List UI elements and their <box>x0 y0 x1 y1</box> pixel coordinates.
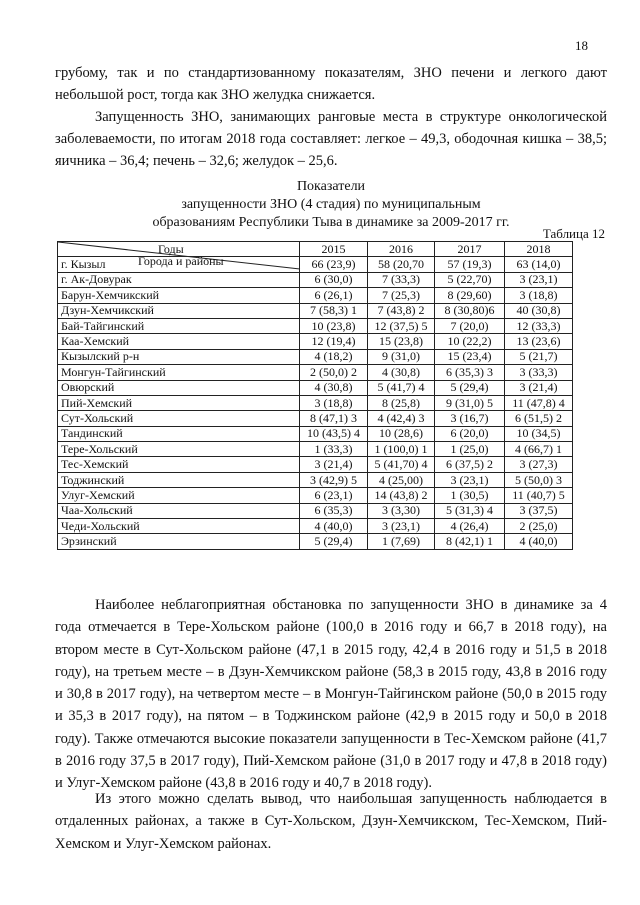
row-value-cell: 6 (37,5) 2 <box>435 457 505 472</box>
header-year-col: 2016 <box>368 242 435 257</box>
row-value-cell: 3 (21,4) <box>300 457 368 472</box>
row-value-cell: 5 (29,4) <box>435 380 505 395</box>
row-value-cell: 6 (35,3) <box>300 503 368 518</box>
row-region-name: г. Ак-Довурак <box>58 272 300 287</box>
row-value-cell: 40 (30,8) <box>505 303 573 318</box>
row-region-name: Бай-Тайгинский <box>58 318 300 333</box>
row-value-cell: 3 (3,30) <box>368 503 435 518</box>
table-row <box>58 349 573 364</box>
table-row <box>58 334 573 349</box>
table-body <box>58 254 573 549</box>
row-value-cell: 10 (23,8) <box>300 318 368 333</box>
row-value-cell: 3 (33,3) <box>505 365 573 380</box>
table-row <box>58 457 573 472</box>
row-region-name: Эрзинский <box>58 534 300 549</box>
row-value-cell: 3 (16,7) <box>435 411 505 426</box>
row-value-cell: 8 (25,8) <box>368 395 435 410</box>
row-region-name: Тандинский <box>58 426 300 441</box>
header-year-col: 2015 <box>300 242 368 257</box>
row-value-cell: 10 (28,6) <box>368 426 435 441</box>
row-value-cell: 3 (18,8) <box>505 288 573 303</box>
table-row <box>58 442 573 457</box>
paragraph-neglect-ranking: Запущенность ЗНО, занимающих ранговые места в структуре онкологической заболеваемости, по итогам 2018 года составляет: легкое – 49,3, ободочная кишка – 38,5; яичника – 36,4; печень – 32,6; желудок – 25,6. <box>55 109 607 169</box>
row-value-cell: 10 (34,5) <box>505 426 573 441</box>
row-region-name: Кызылский р-н <box>58 349 300 364</box>
row-region-name: Тес-Хемский <box>58 457 300 472</box>
header-cities: Города и районы <box>138 254 224 268</box>
row-value-cell: 15 (23,4) <box>435 349 505 364</box>
row-value-cell: 3 (42,9) 5 <box>300 472 368 487</box>
row-value-cell: 3 (18,8) <box>300 395 368 410</box>
table-row <box>58 503 573 518</box>
row-value-cell: 7 (25,3) <box>368 288 435 303</box>
row-region-name: Барун-Хемчикский <box>58 288 300 303</box>
row-value-cell: 4 (30,8) <box>368 365 435 380</box>
caption-line-1: Показатели <box>296 179 366 194</box>
row-region-name: Сут-Хольский <box>58 411 300 426</box>
row-value-cell: 10 (43,5) 4 <box>300 426 368 441</box>
row-value-cell: 2 (25,0) <box>505 519 573 534</box>
table-row <box>58 411 573 426</box>
row-value-cell: 6 (23,1) <box>300 488 368 503</box>
table-row <box>58 318 573 333</box>
row-value-cell: 7 (33,3) <box>368 272 435 287</box>
row-value-cell: 4 (18,2) <box>300 349 368 364</box>
paragraph-intro: грубому, так и по стандартизованному показателям, ЗНО печени и легкого дают небольшой рост, тогда как ЗНО желудка снижается. <box>55 65 607 103</box>
row-value-cell: 1 (7,69) <box>368 534 435 549</box>
row-value-cell: 12 (37,5) 5 <box>368 318 435 333</box>
row-value-cell: 3 (37,5) <box>505 503 573 518</box>
row-value-cell: 6 (35,3) 3 <box>435 365 505 380</box>
row-value-cell: 7 (20,0) <box>435 318 505 333</box>
row-region-name: Пий-Хемский <box>58 395 300 410</box>
table-caption <box>55 178 607 232</box>
row-region-name: Овюрский <box>58 380 300 395</box>
row-region-name: Монгун-Тайгинский <box>58 365 300 380</box>
row-region-name: г. Кызыл <box>58 257 300 272</box>
row-region-name: Тере-Хольский <box>58 442 300 457</box>
row-value-cell: 5 (22,70) <box>435 272 505 287</box>
row-region-name: Чеди-Хольский <box>58 519 300 534</box>
row-value-cell: 4 (40,0) <box>505 534 573 549</box>
row-value-cell: 1 (100,0) 1 <box>368 442 435 457</box>
row-value-cell: 5 (41,70) 4 <box>368 457 435 472</box>
table-row <box>58 288 573 303</box>
row-region-name: Тоджинский <box>58 472 300 487</box>
row-value-cell: 13 (23,6) <box>505 334 573 349</box>
paragraph-analysis: Наиболее неблагоприятная обстановка по запущенности ЗНО в динамике за 4 года отмечается в Тере-Хольском районе (100,0 в 2016 году и 66,7 в 2018 году), на втором месте в Сут-Хольском районе (47,1 в 2015 году, 42,4 в 2016 году и 51,5 в 2018 году), на третьем месте – в Дзун-Хемчикском районе (58,3 в 2015 году, 43,8 в 2016 году и 30,8 в 2017 году), на четвертом месте – в Монгун-Тайгинском районе (50,0 в 2015 году и 35,3 в 2017 году), на пятом – в Тоджинском районе (42,9 в 2015 году и 50,0 в 2018 году). Также отмечаются высокие показатели запущенности в Тес-Хемском районе (41,7 в 2016 году 37,5 в 2017 году), Пий-Хемском районе (31,0 в 2017 году и 47,8 в 2018 году) и Улуг-Хемском районе (43,8 в 2016 году и 40,7 в 2018 году). <box>55 597 607 792</box>
row-value-cell: 11 (47,8) 4 <box>505 395 573 410</box>
table-row <box>58 365 573 380</box>
row-value-cell: 11 (40,7) 5 <box>505 488 573 503</box>
row-value-cell: 1 (30,5) <box>435 488 505 503</box>
table-row <box>58 519 573 534</box>
row-value-cell: 12 (33,3) <box>505 318 573 333</box>
caption-line-3: образованиям Республики Тыва в динамике за 2009-2017 гг. <box>152 215 510 230</box>
row-value-cell: 9 (31,0) 5 <box>435 395 505 410</box>
row-value-cell: 3 (23,1) <box>368 519 435 534</box>
row-value-cell: 4 (40,0) <box>300 519 368 534</box>
row-value-cell: 1 (33,3) <box>300 442 368 457</box>
row-value-cell: 7 (58,3) 1 <box>300 303 368 318</box>
row-value-cell: 5 (29,4) <box>300 534 368 549</box>
row-value-cell: 8 (42,1) 1 <box>435 534 505 549</box>
row-value-cell: 63 (14,0) <box>505 257 573 272</box>
row-value-cell: 4 (42,4) 3 <box>368 411 435 426</box>
row-region-name: Чаа-Хольский <box>58 503 300 518</box>
row-value-cell: 2 (50,0) 2 <box>300 365 368 380</box>
row-value-cell: 3 (21,4) <box>505 380 573 395</box>
row-value-cell: 58 (20,70 <box>368 257 435 272</box>
row-value-cell: 9 (31,0) <box>368 349 435 364</box>
table-row <box>58 426 573 441</box>
table-row <box>58 272 573 287</box>
row-value-cell: 5 (50,0) 3 <box>505 472 573 487</box>
row-value-cell: 3 (23,1) <box>435 472 505 487</box>
row-value-cell: 15 (23,8) <box>368 334 435 349</box>
row-value-cell: 57 (19,3) <box>435 257 505 272</box>
row-value-cell: 5 (41,7) 4 <box>368 380 435 395</box>
row-value-cell: 3 (23,1) <box>505 272 573 287</box>
row-value-cell: 5 (31,3) 4 <box>435 503 505 518</box>
row-value-cell: 6 (20,0) <box>435 426 505 441</box>
page-number: 18 <box>575 38 588 53</box>
row-value-cell: 66 (23,9) <box>300 257 368 272</box>
table-header-row <box>58 242 573 257</box>
header-year-col: 2018 <box>505 242 573 257</box>
header-years: Годы <box>158 242 184 256</box>
table-row <box>58 488 573 503</box>
row-value-cell: 4 (26,4) <box>435 519 505 534</box>
header-year-col: 2017 <box>435 242 505 257</box>
row-value-cell: 5 (21,7) <box>505 349 573 364</box>
table-row <box>58 303 573 318</box>
row-value-cell: 6 (26,1) <box>300 288 368 303</box>
row-value-cell: 4 (30,8) <box>300 380 368 395</box>
row-value-cell: 14 (43,8) 2 <box>368 488 435 503</box>
paragraph-conclusion: Из этого можно сделать вывод, что наибольшая запущенность наблюдается в отдаленных районах, а также в Сут-Хольском, Дзун-Хемчикском, Тес-Хемском, Пий-Хемском и Улуг-Хемском районах. <box>55 791 607 852</box>
neglect-table <box>57 241 573 550</box>
row-value-cell: 8 (29,60) <box>435 288 505 303</box>
row-value-cell: 7 (43,8) 2 <box>368 303 435 318</box>
row-value-cell: 1 (25,0) <box>435 442 505 457</box>
row-region-name: Улуг-Хемский <box>58 488 300 503</box>
row-value-cell: 8 (30,80)6 <box>435 303 505 318</box>
table-row <box>58 380 573 395</box>
row-region-name: Дзун-Хемчикский <box>58 303 300 318</box>
row-value-cell: 3 (27,3) <box>505 457 573 472</box>
table-row <box>58 395 573 410</box>
row-value-cell: 4 (66,7) 1 <box>505 442 573 457</box>
table-row <box>58 534 573 549</box>
row-value-cell: 4 (25,00) <box>368 472 435 487</box>
table-number: Таблица 12 <box>542 226 605 241</box>
row-value-cell: 12 (19,4) <box>300 334 368 349</box>
row-value-cell: 6 (51,5) 2 <box>505 411 573 426</box>
table-row <box>58 472 573 487</box>
row-value-cell: 6 (30,0) <box>300 272 368 287</box>
row-value-cell: 8 (47,1) 3 <box>300 411 368 426</box>
caption-line-2: запущенности ЗНО (4 стадия) по муниципальным <box>181 197 481 212</box>
row-region-name: Каа-Хемский <box>58 334 300 349</box>
row-value-cell: 10 (22,2) <box>435 334 505 349</box>
